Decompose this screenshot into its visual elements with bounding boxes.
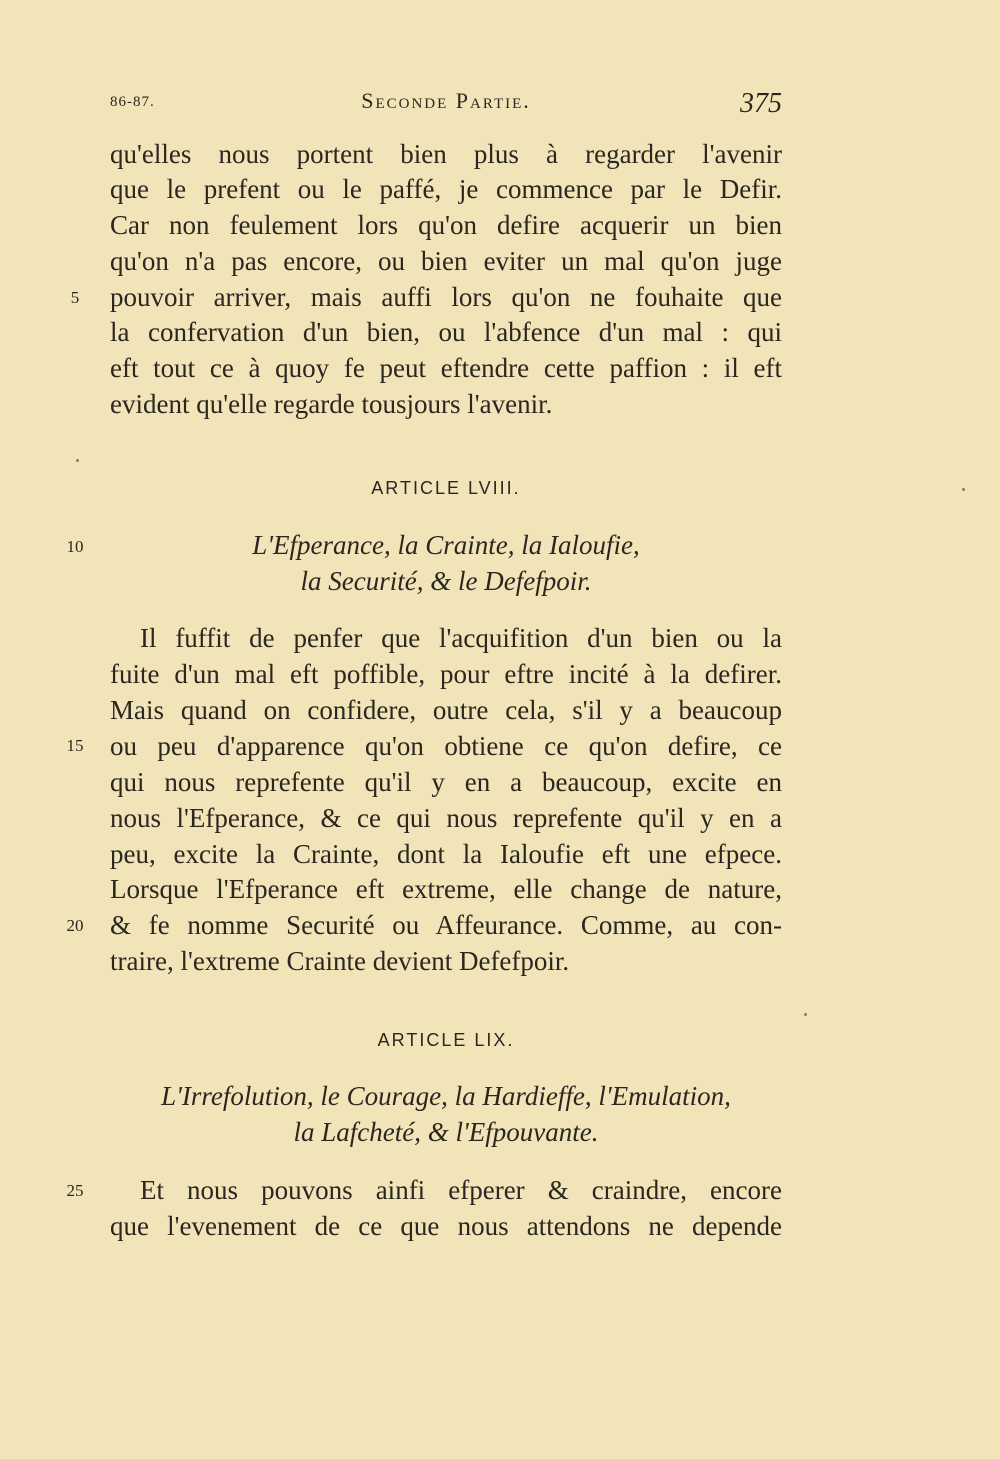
article-title-line: L'Efperance, la Crainte, la Ialoufie, bbox=[252, 530, 640, 560]
text-line: & fe nomme Securité ou Affeurance. Comme, au con- bbox=[110, 910, 782, 940]
text-line: traire, l'extreme Crainte devient Defefpoir. bbox=[110, 946, 570, 976]
article-title-line: la Lafcheté, & l'Efpouvante. bbox=[293, 1117, 599, 1147]
text-line: que le prefent ou le paffé, je commence par le Defir. bbox=[110, 174, 782, 204]
text-line: ou peu d'apparence qu'on obtiene ce qu'on defire, ce bbox=[110, 731, 782, 761]
text-line: Et nous pouvons ainfi efperer & craindre, encore bbox=[140, 1175, 782, 1205]
line-number: 15 bbox=[66, 736, 84, 755]
page-number: 375 bbox=[740, 88, 782, 119]
line-number: 25 bbox=[66, 1181, 84, 1200]
text-line: nous l'Efperance, & ce qui nous reprefente qu'il y en a bbox=[110, 803, 782, 833]
text-line: qu'on n'a pas encore, ou bien eviter un mal qu'on juge bbox=[110, 246, 782, 276]
text-line: Car non feulement lors qu'on defire acquerir un bien bbox=[110, 210, 782, 240]
text-line: Mais quand on confidere, outre cela, s'il y a beaucoup bbox=[110, 695, 782, 725]
text-line: Lorsque l'Efperance eft extreme, elle change de nature, bbox=[110, 874, 782, 904]
running-head bbox=[110, 88, 782, 118]
folio-reference: 86-87. bbox=[110, 94, 155, 110]
text-line: eft tout ce à quoy fe peut eftendre cette paffion : il eft bbox=[110, 353, 782, 383]
running-title: Seconde Partie. bbox=[361, 88, 531, 113]
article-heading: ARTICLE LIX. bbox=[377, 1030, 515, 1050]
paper-speck bbox=[962, 488, 965, 491]
article-heading: ARTICLE LVIII. bbox=[371, 478, 521, 498]
text-line: Il fuffit de penfer que l'acquifition d'un bien ou la bbox=[140, 623, 782, 653]
text-line: qui nous reprefente qu'il y en a beaucoup, excite en bbox=[110, 767, 782, 797]
text-line: fuite d'un mal eft poffible, pour eftre incité à la defirer. bbox=[110, 659, 782, 689]
text-line: la confervation d'un bien, ou l'abfence d'un mal : qui bbox=[110, 317, 782, 347]
text-line: peu, excite la Crainte, dont la Ialoufie eft une efpece. bbox=[110, 839, 782, 869]
line-number: 10 bbox=[66, 537, 84, 556]
paper-speck bbox=[804, 1013, 807, 1016]
line-number: 5 bbox=[70, 288, 80, 307]
article-title-line: L'Irrefolution, le Courage, la Hardieffe, l'Emulation, bbox=[161, 1081, 731, 1111]
paper-speck bbox=[76, 459, 79, 462]
text-line: que l'evenement de ce que nous attendons ne depende bbox=[110, 1211, 782, 1241]
line-number: 20 bbox=[66, 916, 84, 935]
text-line: qu'elles nous portent bien plus à regarder l'avenir bbox=[110, 139, 782, 169]
text-line: evident qu'elle regarde tousjours l'avenir. bbox=[110, 389, 553, 419]
text-line: pouvoir arriver, mais auffi lors qu'on ne fouhaite que bbox=[110, 282, 782, 312]
article-title-line: la Securité, & le Defefpoir. bbox=[300, 566, 592, 596]
